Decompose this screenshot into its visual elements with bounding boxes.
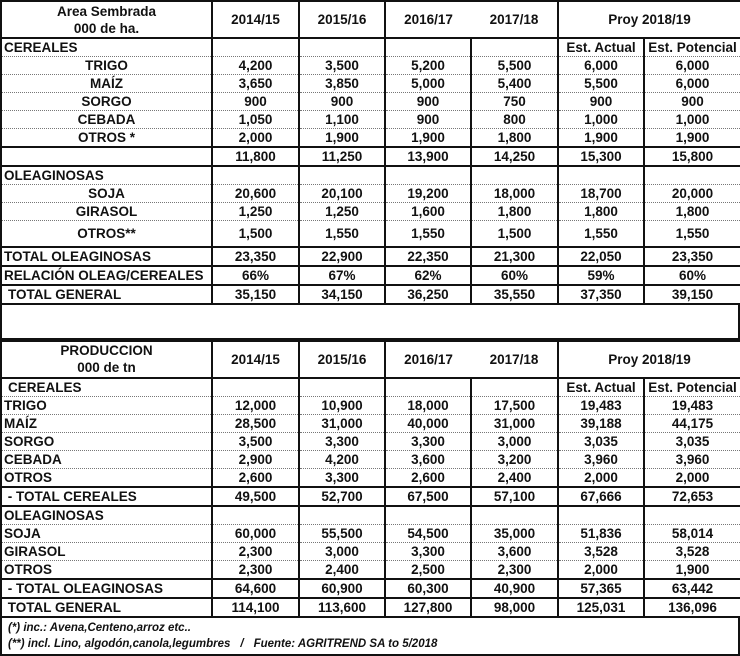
table-cell: 36,250 <box>385 285 471 304</box>
relacion-row <box>1 266 740 285</box>
table-cell: 114,100 <box>212 598 299 617</box>
table-cell: 17,500 <box>471 396 558 414</box>
section-label: CEREALES <box>1 38 212 57</box>
table-cell: 3,500 <box>212 432 299 450</box>
table-cell: 113,600 <box>299 598 385 617</box>
table-cell: 2,900 <box>212 450 299 468</box>
table-cell: 19,483 <box>644 396 740 414</box>
section-label: CEREALES <box>1 378 212 397</box>
table-cell: 22,050 <box>558 247 644 266</box>
area-proj-header: Proy 2018/19 <box>558 1 740 38</box>
table-cell: 67% <box>299 266 385 285</box>
table-cell: 51,836 <box>558 524 644 542</box>
area-sembrada-table <box>0 0 740 305</box>
table-cell: 3,035 <box>558 432 644 450</box>
table-cell: 1,550 <box>644 221 740 247</box>
table-cell: 98,000 <box>471 598 558 617</box>
table-cell: 5,200 <box>385 57 471 75</box>
table-row <box>1 57 740 75</box>
row-label: MAÍZ <box>1 75 212 93</box>
table-cell: 1,250 <box>212 203 299 221</box>
area-header-row <box>1 1 740 38</box>
area-season-header: 2015/16 <box>299 1 385 38</box>
table-row <box>1 560 740 579</box>
footnote-1: (*) inc.: Avena,Centeno,arroz etc.. <box>8 621 191 634</box>
table-cell: 18,000 <box>471 185 558 203</box>
section-label: OLEAGINOSAS <box>1 506 212 525</box>
table-cell: 3,528 <box>644 542 740 560</box>
table-cell: 900 <box>385 111 471 129</box>
row-label: TOTAL OLEAGINOSAS <box>1 247 212 266</box>
table-cell: 58,014 <box>644 524 740 542</box>
table-cell: 35,000 <box>471 524 558 542</box>
row-label: OTROS <box>1 560 212 579</box>
table-cell: 57,100 <box>471 487 558 506</box>
table-cell: 3,300 <box>299 468 385 487</box>
row-label: SORGO <box>1 93 212 111</box>
prod-header-title <box>1 341 212 378</box>
table-cell: 3,850 <box>299 75 385 93</box>
table-cell: 62% <box>385 266 471 285</box>
row-label: MAÍZ <box>1 414 212 432</box>
row-label: RELACIÓN OLEAG/CEREALES <box>1 266 212 285</box>
table-row <box>1 129 740 148</box>
prod-unit: 000 de tn <box>77 360 136 375</box>
total-cereales-row <box>1 487 740 506</box>
table-cell: 19,483 <box>558 396 644 414</box>
table-cell: 900 <box>212 93 299 111</box>
table-cell: 1,900 <box>385 129 471 148</box>
table-cell: 35,150 <box>212 285 299 304</box>
table-cell: 900 <box>558 93 644 111</box>
table-cell: 2,300 <box>471 560 558 579</box>
row-label: TOTAL GENERAL <box>1 598 212 617</box>
prod-season-header: 2017/18 <box>471 341 558 378</box>
table-cell: 40,000 <box>385 414 471 432</box>
table-cell: 2,400 <box>299 560 385 579</box>
area-title: Area Sembrada <box>56 3 157 19</box>
table-cell: 15,300 <box>558 147 644 166</box>
footnote-2 <box>8 636 732 652</box>
table-row <box>1 468 740 487</box>
table-row <box>1 542 740 560</box>
prod-cereales-section-row <box>1 378 740 397</box>
table-row <box>1 432 740 450</box>
table-cell: 35,550 <box>471 285 558 304</box>
table-cell: 55,500 <box>299 524 385 542</box>
table-cell: 3,650 <box>212 75 299 93</box>
table-cell: 3,000 <box>299 542 385 560</box>
table-cell: 2,600 <box>385 468 471 487</box>
table-row <box>1 75 740 93</box>
table-cell: 18,700 <box>558 185 644 203</box>
row-label: - TOTAL CEREALES <box>1 487 212 506</box>
table-cell: 2,500 <box>385 560 471 579</box>
table-cell: 2,400 <box>471 468 558 487</box>
prod-season-header: 2016/17 <box>385 341 471 378</box>
table-cell: 1,550 <box>558 221 644 247</box>
table-cell: 3,300 <box>299 432 385 450</box>
table-cell: 60,900 <box>299 579 385 598</box>
table-cell: 3,528 <box>558 542 644 560</box>
total-oleaginosas-row <box>1 247 740 266</box>
table-row <box>1 414 740 432</box>
table-cell: 28,500 <box>212 414 299 432</box>
table-cell: 3,500 <box>299 57 385 75</box>
table-cell: 49,500 <box>212 487 299 506</box>
table-cell: 39,188 <box>558 414 644 432</box>
table-cell: 59% <box>558 266 644 285</box>
table-row <box>1 221 740 247</box>
table-cell: 64,600 <box>212 579 299 598</box>
table-cell: 21,300 <box>471 247 558 266</box>
table-cell: 2,000 <box>558 560 644 579</box>
table-cell: 60% <box>471 266 558 285</box>
table-cell: 900 <box>644 93 740 111</box>
row-label: GIRASOL <box>1 203 212 221</box>
table-cell: 22,900 <box>299 247 385 266</box>
table-cell: 23,350 <box>644 247 740 266</box>
table-cell: 1,250 <box>299 203 385 221</box>
table-cell: 2,300 <box>212 542 299 560</box>
table-cell: 3,000 <box>471 432 558 450</box>
table-cell: 40,900 <box>471 579 558 598</box>
table-cell: 6,000 <box>644 57 740 75</box>
table-cell: 3,300 <box>385 432 471 450</box>
table-cell: 4,200 <box>299 450 385 468</box>
table-cell: 60,000 <box>212 524 299 542</box>
row-label: TRIGO <box>1 57 212 75</box>
table-cell: 3,035 <box>644 432 740 450</box>
table-cell: 1,500 <box>471 221 558 247</box>
table-cell: 67,500 <box>385 487 471 506</box>
table-cell: 5,500 <box>471 57 558 75</box>
row-label: SOJA <box>1 185 212 203</box>
area-season-header: 2016/17 <box>385 1 471 38</box>
area-season-header: 2014/15 <box>212 1 299 38</box>
table-row <box>1 93 740 111</box>
table-cell: 60% <box>644 266 740 285</box>
section-label: OLEAGINOSAS <box>1 166 212 185</box>
table-cell: 23,350 <box>212 247 299 266</box>
table-cell: 1,800 <box>471 203 558 221</box>
row-label: OTROS * <box>1 129 212 148</box>
table-cell: 3,200 <box>471 450 558 468</box>
table-cell: 1,000 <box>558 111 644 129</box>
table-spacer <box>0 305 740 340</box>
table-cell: 63,442 <box>644 579 740 598</box>
table-cell: 34,150 <box>299 285 385 304</box>
table-cell: 67,666 <box>558 487 644 506</box>
row-label: SORGO <box>1 432 212 450</box>
table-cell: 1,000 <box>644 111 740 129</box>
footnote-2-text: (**) incl. Lino, algodón,canola,legumbres <box>8 637 231 650</box>
table-cell: 2,600 <box>212 468 299 487</box>
row-label: TOTAL GENERAL <box>1 285 212 304</box>
table-cell: 5,400 <box>471 75 558 93</box>
produccion-table <box>0 340 740 618</box>
table-cell: 750 <box>471 93 558 111</box>
source-note: Fuente: AGRITREND SA to 5/2018 <box>253 637 438 650</box>
row-label: OTROS** <box>1 221 212 247</box>
table-row <box>1 111 740 129</box>
prod-header-row <box>1 341 740 378</box>
table-cell: 54,500 <box>385 524 471 542</box>
table-row <box>1 203 740 221</box>
table-cell: 11,800 <box>212 147 299 166</box>
table-cell: 72,653 <box>644 487 740 506</box>
proj-sub-header: Est. Actual <box>558 378 644 397</box>
table-cell: 44,175 <box>644 414 740 432</box>
table-cell: 3,960 <box>644 450 740 468</box>
table-cell: 1,800 <box>558 203 644 221</box>
table-cell: 1,800 <box>471 129 558 148</box>
table-cell: 14,250 <box>471 147 558 166</box>
table-cell: 900 <box>299 93 385 111</box>
table-cell: 3,600 <box>471 542 558 560</box>
table-cell: 1,900 <box>558 129 644 148</box>
proj-sub-header: Est. Potencial <box>644 378 740 397</box>
table-cell: 3,960 <box>558 450 644 468</box>
table-cell: 39,150 <box>644 285 740 304</box>
table-cell: 10,900 <box>299 396 385 414</box>
table-cell: 13,900 <box>385 147 471 166</box>
table-cell: 4,200 <box>212 57 299 75</box>
area-unit: 000 de ha. <box>73 20 140 36</box>
table-cell: 66% <box>212 266 299 285</box>
table-cell: 3,600 <box>385 450 471 468</box>
table-cell: 20,100 <box>299 185 385 203</box>
table-cell: 37,350 <box>558 285 644 304</box>
proj-sub-header: Est. Actual <box>558 38 644 57</box>
prod-oleaginosas-section-row <box>1 506 740 525</box>
table-cell: 1,050 <box>212 111 299 129</box>
prod-proj-header: Proy 2018/19 <box>558 341 740 378</box>
area-season-header: 2017/18 <box>471 1 558 38</box>
table-cell: 15,800 <box>644 147 740 166</box>
table-cell: 1,800 <box>644 203 740 221</box>
table-cell: 20,000 <box>644 185 740 203</box>
table-row <box>1 185 740 203</box>
row-label: TRIGO <box>1 396 212 414</box>
area-cereales-total-row <box>1 147 740 166</box>
table-cell: 5,000 <box>385 75 471 93</box>
table-cell: 31,000 <box>471 414 558 432</box>
table-cell: 2,000 <box>644 468 740 487</box>
table-cell: 22,350 <box>385 247 471 266</box>
table-cell: 900 <box>385 93 471 111</box>
footnote-separator: / <box>240 637 244 650</box>
table-cell: 60,300 <box>385 579 471 598</box>
table-row <box>1 396 740 414</box>
prod-title: PRODUCCION <box>60 343 153 358</box>
table-cell: 6,000 <box>644 75 740 93</box>
table-cell: 1,100 <box>299 111 385 129</box>
table-cell: 1,900 <box>644 560 740 579</box>
table-cell: 1,500 <box>212 221 299 247</box>
table-cell: 127,800 <box>385 598 471 617</box>
table-cell: 3,300 <box>385 542 471 560</box>
row-label: OTROS <box>1 468 212 487</box>
table-cell: 20,600 <box>212 185 299 203</box>
table-cell: 11,250 <box>299 147 385 166</box>
row-label: CEBADA <box>1 450 212 468</box>
table-cell: 2,000 <box>558 468 644 487</box>
table-cell: 18,000 <box>385 396 471 414</box>
table-row <box>1 524 740 542</box>
table-cell: 125,031 <box>558 598 644 617</box>
table-row <box>1 450 740 468</box>
row-label: CEBADA <box>1 111 212 129</box>
area-header-title <box>1 1 212 38</box>
table-cell: 31,000 <box>299 414 385 432</box>
table-cell: 52,700 <box>299 487 385 506</box>
prod-season-header: 2014/15 <box>212 341 299 378</box>
proj-sub-header: Est. Potencial <box>644 38 740 57</box>
table-cell: 1,550 <box>385 221 471 247</box>
table-cell: 5,500 <box>558 75 644 93</box>
table-cell: 136,096 <box>644 598 740 617</box>
row-label: - TOTAL OLEAGINOSAS <box>1 579 212 598</box>
area-oleaginosas-section-row <box>1 166 740 185</box>
table-cell: 1,900 <box>299 129 385 148</box>
prod-season-header: 2015/16 <box>299 341 385 378</box>
footnotes <box>0 618 740 656</box>
table-cell: 19,200 <box>385 185 471 203</box>
total-general-row <box>1 598 740 617</box>
table-cell: 2,000 <box>212 129 299 148</box>
table-cell: 12,000 <box>212 396 299 414</box>
total-oleaginosas-row <box>1 579 740 598</box>
table-cell: 1,600 <box>385 203 471 221</box>
table-cell: 6,000 <box>558 57 644 75</box>
table-cell: 57,365 <box>558 579 644 598</box>
table-cell: 1,900 <box>644 129 740 148</box>
table-cell: 800 <box>471 111 558 129</box>
area-cereales-section-row <box>1 38 740 57</box>
total-general-row <box>1 285 740 304</box>
row-label: GIRASOL <box>1 542 212 560</box>
table-cell: 2,300 <box>212 560 299 579</box>
row-label: SOJA <box>1 524 212 542</box>
table-cell: 1,550 <box>299 221 385 247</box>
